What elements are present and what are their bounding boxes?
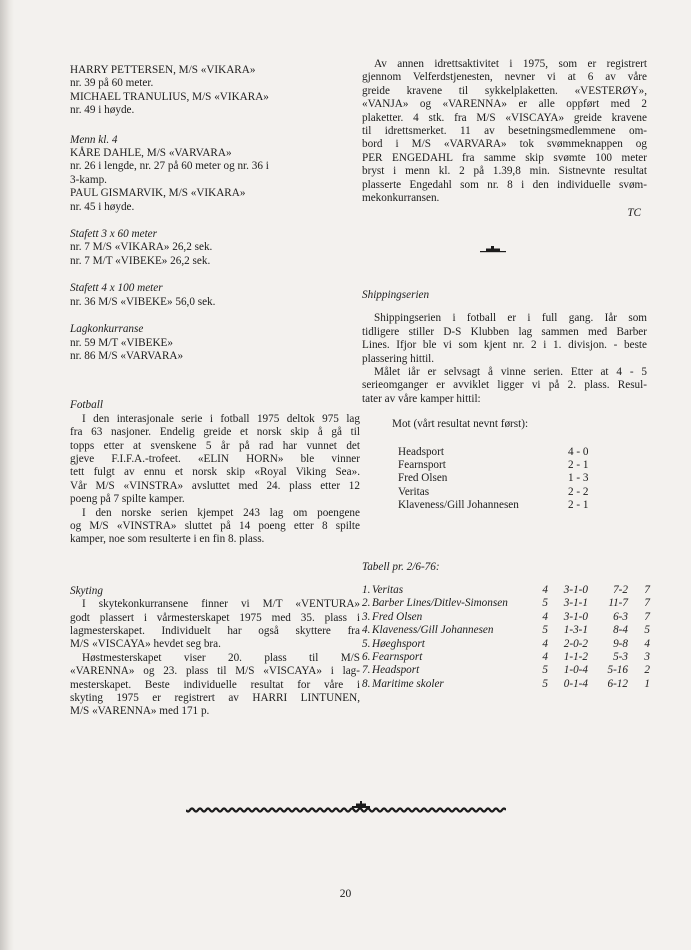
match-score: 4 - 0 <box>568 445 589 458</box>
text-line: gjennom Velferdstjenesten, nevner vi at 6 av våre <box>362 71 647 84</box>
table-points: 3 <box>644 651 650 663</box>
table-played: 4 <box>542 651 548 663</box>
table-record: 3-1-0 <box>563 610 588 623</box>
table-team: Headsport <box>372 664 420 677</box>
text-line: Av annen idrettsaktivitet i 1975, som er registrert <box>374 58 647 70</box>
menn-results <box>70 147 360 214</box>
table-pos: 3. <box>362 610 371 623</box>
standings-table <box>362 584 652 691</box>
athletics-results <box>70 64 360 118</box>
match-team: Klaveness/Gill Johannesen <box>398 499 519 512</box>
skyting-heading: Skyting <box>70 584 103 597</box>
mot-label: Mot (vårt resultat nevnt først): <box>392 418 529 431</box>
wave-ship-divider <box>186 800 506 816</box>
text-line: greide kravene til sykkelplaketten. «VESTERØY», <box>362 84 647 97</box>
table-record: 1-3-1 <box>563 624 588 637</box>
right-column <box>362 58 650 691</box>
skyting-paragraph <box>70 598 360 719</box>
result-line: nr. 26 i lengde, nr. 27 på 60 meter og nr. 36 i <box>70 160 269 173</box>
text-line: I skytekonkurransene finner vi M/T «VENTURA» <box>82 598 360 611</box>
text-line: Shippingserien i fotball er i full gang. Iår som <box>374 312 647 325</box>
fotball-paragraph <box>70 413 360 547</box>
table-pos: 1. <box>362 583 371 596</box>
page-number: 20 <box>339 888 352 900</box>
table-pos: 4. <box>362 624 371 637</box>
table-pos: 2. <box>362 597 371 610</box>
text-line: «VARENNA» og 23. plass til M/S «VISCAYA» i lag- <box>70 665 360 678</box>
result-line: KÅRE DAHLE, M/S «VARVARA» <box>70 147 232 160</box>
table-record: 3-1-1 <box>563 597 588 610</box>
table-row <box>362 664 652 677</box>
match-row <box>398 446 598 459</box>
text-line: I den norske serien kjempet 243 lag om poengene <box>82 506 360 519</box>
table-pos: 8. <box>362 677 371 690</box>
match-team: Veritas <box>398 485 430 498</box>
table-team: Maritime skoler <box>372 677 444 690</box>
match-score: 1 - 3 <box>568 472 589 485</box>
result-line: PAUL GISMARVIK, M/S «VIKARA» <box>70 187 246 200</box>
text-line: lagmesterskapet. Individuelt har også skyttere fra <box>70 625 360 637</box>
table-points: 7 <box>644 597 650 610</box>
text-line: M/S «VARENNA» med 171 p. <box>70 705 210 718</box>
left-column <box>70 64 360 719</box>
match-score: 2 - 1 <box>568 499 589 512</box>
menn-heading: Menn kl. 4 <box>70 133 118 146</box>
lag-heading: Lagkonkurranse <box>70 323 144 336</box>
table-goals: 8-4 <box>613 624 628 637</box>
text-line: og M/S «VINSTRA» sluttet på 14 poeng etter 8 spilte <box>70 519 360 532</box>
result-line: nr. 7 M/S «VIKARA» 26,2 sek. <box>70 241 213 254</box>
table-row <box>362 611 652 624</box>
text-line: plaketter. 4 stk. fra M/S «VISCAYA» greide kravene <box>362 111 647 124</box>
table-points: 5 <box>644 624 650 637</box>
result-line: nr. 86 M/S «VARVARA» <box>70 349 184 362</box>
text-line: M/S «VISCAYA» hevdet seg bra. <box>70 638 221 651</box>
ship-icon <box>480 245 506 253</box>
text-line: bryst i menn kl. 2 på 1.39,8 min. Sistnevnte resultat <box>362 165 647 178</box>
table-row <box>362 678 652 691</box>
result-line: nr. 49 i høyde. <box>70 104 135 117</box>
text-line: fra 63 nasjoner. Endelig greide et norsk skip å gå til <box>70 426 360 439</box>
result-line: nr. 39 på 60 meter. <box>70 77 154 90</box>
match-results <box>398 446 647 513</box>
match-row <box>398 459 598 472</box>
stafett3-results <box>70 241 360 268</box>
table-pos: 7. <box>362 664 371 677</box>
text-line: tett fulgt av ennu et norsk skip «Royal Viking Sea». <box>70 466 360 479</box>
table-team: Veritas <box>372 583 404 596</box>
text-line: Vår M/S «VINSTRA» avsluttet med 24. plass etter 12 <box>70 479 360 492</box>
text-line: tater av våre kamper hittil: <box>362 392 481 405</box>
match-row <box>398 472 598 485</box>
table-record: 2-0-2 <box>563 637 588 650</box>
table-points: 7 <box>644 583 650 596</box>
table-team: Fred Olsen <box>372 610 423 623</box>
table-played: 4 <box>542 610 548 623</box>
table-played: 5 <box>542 664 548 677</box>
table-row <box>362 597 652 610</box>
shipping-paragraph <box>362 312 647 406</box>
table-goals: 5-3 <box>613 651 628 663</box>
result-line: nr. 7 M/T «VIBEKE» 26,2 sek. <box>70 254 211 267</box>
table-goals: 5-16 <box>607 664 628 677</box>
table-goals: 9-8 <box>613 637 628 650</box>
match-row <box>398 499 598 512</box>
text-line: tidligere stiller D-S Klubben lag sammen med Barber <box>362 325 647 338</box>
match-team: Fearnsport <box>398 458 446 471</box>
table-played: 5 <box>542 624 548 637</box>
result-line: HARRY PETTERSEN, M/S «VIKARA» <box>70 64 256 76</box>
text-line: serieomganger er avviklet ligger vi på 2. plass. Resul- <box>362 379 647 392</box>
table-pos: 5. <box>362 637 371 650</box>
match-score: 2 - 1 <box>568 458 589 471</box>
shipping-heading: Shippingserien <box>362 288 430 301</box>
fotball-heading: Fotball <box>70 399 103 412</box>
table-goals: 6-3 <box>613 610 628 623</box>
table-record: 0-1-4 <box>563 677 588 690</box>
table-record: 1-0-4 <box>563 664 588 677</box>
text-line: godt plassert i vårmesterskapet 1975 med 35. plass i <box>70 611 360 624</box>
table-points: 1 <box>644 677 650 690</box>
text-line: PER ENGEDAHL fra samme skip svømte 100 meter <box>362 151 647 164</box>
table-row <box>362 638 652 651</box>
table-played: 4 <box>542 637 548 650</box>
table-row <box>362 584 652 597</box>
table-team: Barber Lines/Ditlev-Simonsen <box>372 597 508 610</box>
table-pos: 6. <box>362 651 371 663</box>
match-score: 2 - 2 <box>568 485 589 498</box>
table-points: 4 <box>644 637 650 650</box>
text-line: Målet iår er selvsagt å vinne serien. Etter at 4 - 5 <box>374 365 647 378</box>
text-line: topps etter at svenskene 5 år på rad har vunnet det <box>70 439 360 452</box>
text-line: plasserte Engedahl som nr. 8 i den individuelle svøm- <box>362 178 647 191</box>
text-line: I den interasjonale serie i fotball 1975 deltok 975 lag <box>82 412 360 425</box>
text-line: poeng på 7 spilte kamper. <box>70 493 185 506</box>
table-team: Høeghsport <box>372 637 425 650</box>
match-team: Fred Olsen <box>398 472 448 485</box>
text-line: gjeve F.I.F.A.-trofeet. «ELIN HORN» ble vinner <box>70 452 360 465</box>
result-line: MICHAEL TRANULIUS, M/S «VIKARA» <box>70 90 269 103</box>
table-heading: Tabell pr. 2/6-76: <box>362 560 440 573</box>
text-line: kamper, noe som resulterte i en fin 8. plass. <box>70 533 265 546</box>
match-row <box>398 486 598 499</box>
table-goals: 7-2 <box>613 583 628 596</box>
text-line: Høstmesterskapet viser 20. plass til M/S <box>82 651 360 664</box>
text-line: mesterskapet. Beste individuelle resultat for våre i <box>70 678 360 691</box>
match-team: Headsport <box>398 445 444 458</box>
table-played: 5 <box>542 677 548 690</box>
stafett3-heading: Stafett 3 x 60 meter <box>70 228 157 241</box>
text-line: plassering hittil. <box>362 352 435 365</box>
table-row <box>362 624 652 637</box>
table-team: Klaveness/Gill Johannesen <box>372 624 494 637</box>
text-line: «VANJA» og «VARENNA» er alle oppført med 2 <box>362 98 647 111</box>
signature: TC <box>627 207 641 220</box>
table-record: 1-1-2 <box>563 651 588 663</box>
table-played: 5 <box>542 597 548 610</box>
table-team: Fearnsport <box>372 651 423 663</box>
result-line: nr. 59 M/T «VIBEKE» <box>70 336 173 349</box>
result-line: nr. 36 M/S «VIBEKE» 56,0 sek. <box>70 295 216 308</box>
text-line: skyting 1975 er registrert av HARRI LINTUNEN, <box>70 692 360 705</box>
table-points: 7 <box>644 610 650 623</box>
text-line: bord i M/S «VARVARA» tok svømmeknappen og <box>362 138 647 151</box>
table-goals: 6-12 <box>607 677 628 690</box>
intro-paragraph <box>362 58 647 205</box>
stafett4-results <box>70 296 360 309</box>
table-record: 3-1-0 <box>563 583 588 596</box>
text-line: Lines. Ifjor ble vi som kjent nr. 2 i 1. divisjon. - beste <box>362 339 647 352</box>
table-points: 2 <box>644 664 650 677</box>
page-edge-shadow <box>0 0 14 950</box>
lag-results <box>70 337 360 364</box>
table-row <box>362 651 652 664</box>
text-line: mekonkurransen. <box>362 192 440 205</box>
table-goals: 11-7 <box>608 597 628 610</box>
stafett4-heading: Stafett 4 x 100 meter <box>70 282 163 295</box>
result-line: 3-kamp. <box>70 173 107 186</box>
text-line: til idrettsmerket. 11 av besetningsmedlemmene om- <box>362 125 647 138</box>
table-played: 4 <box>542 583 548 596</box>
result-line: nr. 45 i høyde. <box>70 200 135 213</box>
